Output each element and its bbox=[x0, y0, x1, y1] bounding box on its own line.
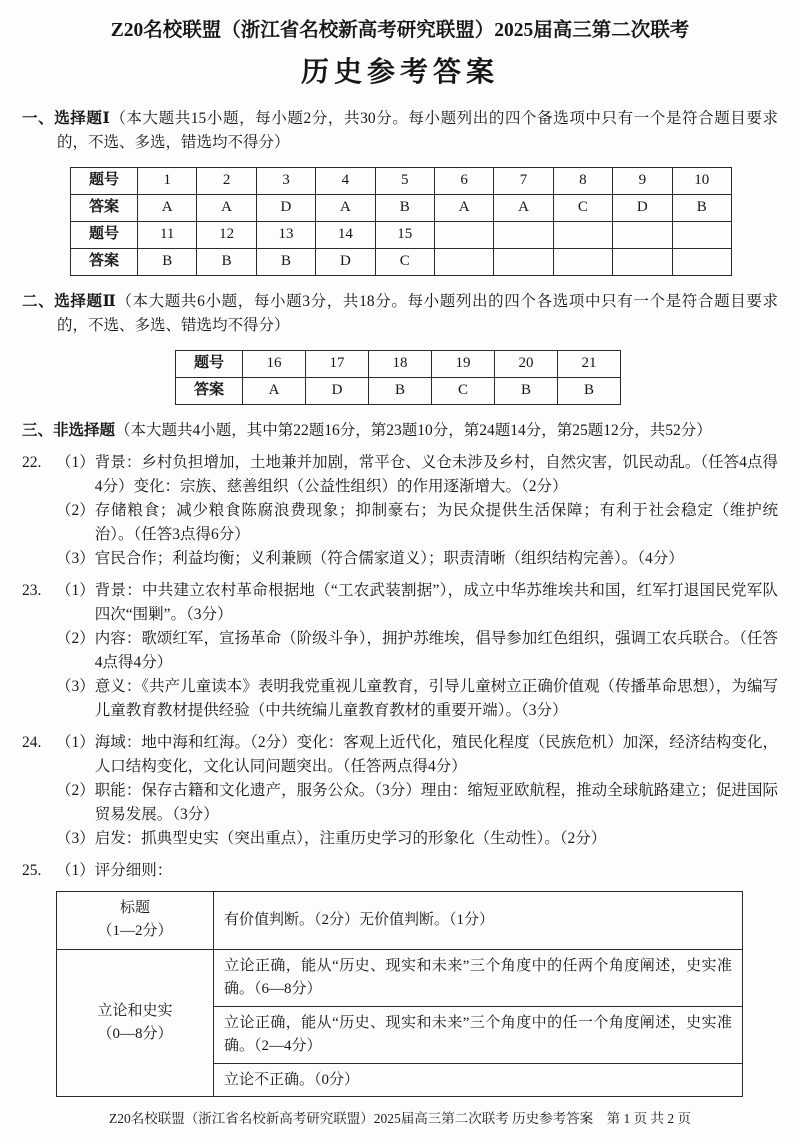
answer-cell: B bbox=[197, 248, 256, 275]
answer-cell: D bbox=[256, 194, 315, 221]
part-marker: （2） bbox=[56, 629, 95, 647]
part-text: 职能：保存古籍和文化遗产，服务公众。（3分）理由：缩短亚欧航程，推动全球航路建立；促进国际贸易发展。（3分） bbox=[94, 782, 778, 824]
qnum-cell bbox=[434, 221, 493, 248]
qnum-cell bbox=[613, 221, 672, 248]
part-marker: （1） bbox=[56, 733, 95, 751]
question-23 bbox=[22, 579, 778, 723]
criterion-score-range: （1—2分） bbox=[97, 923, 173, 940]
part-marker: （3） bbox=[56, 549, 95, 567]
section1-label: 一、选择题Ⅰ bbox=[22, 109, 111, 127]
qnum-cell bbox=[494, 221, 553, 248]
qnum-cell: 5 bbox=[375, 167, 434, 194]
criterion-score-range: （0—8分） bbox=[97, 1025, 173, 1042]
part-marker: （1） bbox=[56, 581, 95, 599]
qnum-cell: 20 bbox=[495, 350, 558, 377]
answer-part bbox=[56, 451, 778, 499]
rubric-description-cell: 有价值判断。（2分）无价值判断。（1分） bbox=[214, 892, 743, 950]
part-marker: （2） bbox=[56, 782, 95, 800]
qnum-cell: 7 bbox=[494, 167, 553, 194]
part-text: 评分细则： bbox=[94, 862, 173, 880]
answer-cell: B bbox=[375, 194, 434, 221]
part-marker: （1） bbox=[56, 862, 95, 880]
scoring-rubric-table bbox=[56, 891, 743, 1097]
answer-cell bbox=[672, 248, 731, 275]
row-label: 题号 bbox=[71, 167, 138, 194]
answer-cell: A bbox=[494, 194, 553, 221]
answer-cell: B bbox=[369, 377, 432, 404]
rubric-description-cell: 立论正确，能从“历史、现实和未来”三个角度中的任一个角度阐述，史实准确。（2—4分） bbox=[214, 1006, 743, 1063]
qnum-cell: 21 bbox=[558, 350, 621, 377]
part-text: 启发：抓典型史实（突出重点），注重历史学习的形象化（生动性）。（2分） bbox=[94, 830, 607, 848]
answer-cell: B bbox=[558, 377, 621, 404]
section3-heading bbox=[22, 419, 778, 443]
qnum-cell: 8 bbox=[553, 167, 612, 194]
part-text: 背景：乡村负担增加，土地兼并加剧，常平仓、义仓未涉及乡村，自然灾害，饥民动乱。（任答4点得4分）变化：宗族、慈善组织（公益性组织）的作用逐渐增大。（2分） bbox=[94, 453, 778, 495]
answer-part bbox=[56, 827, 778, 851]
qnum-cell: 16 bbox=[243, 350, 306, 377]
page-footer: Z20名校联盟（浙江省名校新高考研究联盟）2025届高三第二次联考 历史参考答案 第 1 页 共 2 页 bbox=[109, 1111, 691, 1127]
answer-cell: A bbox=[316, 194, 375, 221]
answer-part bbox=[56, 859, 778, 883]
answer-cell: A bbox=[434, 194, 493, 221]
answer-part bbox=[56, 579, 778, 627]
part-marker: （2） bbox=[56, 501, 95, 519]
answer-part bbox=[56, 627, 778, 675]
question-22 bbox=[22, 451, 778, 571]
answer-cell bbox=[553, 248, 612, 275]
rubric-criterion-cell bbox=[57, 949, 214, 1097]
row-label: 答案 bbox=[71, 194, 138, 221]
section3-desc: （本大题共4小题，其中第22题16分，第23题10分，第24题14分，第25题12分，共52分） bbox=[115, 421, 712, 439]
choice1-answer-table bbox=[70, 167, 732, 276]
criterion-title: 标题 bbox=[119, 900, 150, 917]
table-row bbox=[71, 194, 732, 221]
rubric-criterion-cell bbox=[57, 892, 214, 950]
part-text: 存储粮食；减少粮食陈腐浪费现象；抑制豪右；为民众提供生活保障；有利于社会稳定（维护统治）。（任答3点得6分） bbox=[94, 501, 778, 543]
part-text: 背景：中共建立农村革命根据地（“工农武装割据”），成立中华苏维埃共和国，红军打退国民党军队四次“围剿”。（3分） bbox=[94, 581, 778, 623]
answer-cell: C bbox=[553, 194, 612, 221]
question-number: 23. bbox=[22, 581, 42, 599]
rubric-description-cell: 立论正确，能从“历史、现实和未来”三个角度中的任两个角度阐述，史实准确。（6—8分） bbox=[214, 949, 743, 1006]
qnum-cell bbox=[672, 221, 731, 248]
qnum-cell: 11 bbox=[138, 221, 197, 248]
qnum-cell: 9 bbox=[613, 167, 672, 194]
part-marker: （3） bbox=[56, 677, 95, 695]
answer-part bbox=[56, 731, 778, 779]
row-label: 答案 bbox=[176, 377, 243, 404]
qnum-cell: 6 bbox=[434, 167, 493, 194]
qnum-cell: 17 bbox=[306, 350, 369, 377]
answer-cell: A bbox=[138, 194, 197, 221]
row-label: 题号 bbox=[176, 350, 243, 377]
table-row bbox=[71, 221, 732, 248]
choice2-answer-table bbox=[175, 350, 621, 405]
part-text: 内容：歌颂红军，宣扬革命（阶级斗争），拥护苏维埃，倡导参加红色组织，强调工农兵联合。（任答4点得4分） bbox=[94, 629, 778, 671]
answer-cell: C bbox=[375, 248, 434, 275]
question-number: 24. bbox=[22, 733, 42, 751]
answer-part bbox=[56, 779, 778, 827]
section3-label: 三、非选择题 bbox=[22, 421, 116, 439]
rubric-description-cell: 立论不正确。（0分） bbox=[214, 1063, 743, 1097]
section2-heading bbox=[22, 290, 778, 338]
question-25 bbox=[22, 859, 778, 1097]
qnum-cell: 12 bbox=[197, 221, 256, 248]
section1-heading bbox=[22, 107, 778, 155]
answer-cell: B bbox=[256, 248, 315, 275]
table-row bbox=[71, 167, 732, 194]
answer-cell bbox=[494, 248, 553, 275]
question-24 bbox=[22, 731, 778, 851]
row-label: 答案 bbox=[71, 248, 138, 275]
answer-cell: D bbox=[316, 248, 375, 275]
answer-cell: B bbox=[138, 248, 197, 275]
answer-part bbox=[56, 499, 778, 547]
qnum-cell: 13 bbox=[256, 221, 315, 248]
qnum-cell: 19 bbox=[432, 350, 495, 377]
answer-cell bbox=[434, 248, 493, 275]
answer-cell: B bbox=[672, 194, 731, 221]
table-row bbox=[176, 350, 621, 377]
table-row bbox=[71, 248, 732, 275]
answer-cell: A bbox=[197, 194, 256, 221]
qnum-cell: 14 bbox=[316, 221, 375, 248]
qnum-cell: 18 bbox=[369, 350, 432, 377]
part-marker: （1） bbox=[56, 453, 95, 471]
section1-desc: （本大题共15小题，每小题2分，共30分。每小题列出的四个备选项中只有一个是符合题目要求的，不选、多选，错选均不得分） bbox=[57, 109, 778, 151]
table-row bbox=[176, 377, 621, 404]
section2-desc: （本大题共6小题，每小题3分，共18分。每小题列出的四个各选项中只有一个是符合题目要求的，不选、多选、错选均不得分） bbox=[57, 292, 778, 334]
part-text: 海域：地中海和红海。（2分）变化：客观上近代化，殖民化程度（民族危机）加深，经济结构变化，人口结构变化，文化认同问题突出。（任答两点得4分） bbox=[94, 733, 778, 775]
criterion-title: 立论和史实 bbox=[97, 1002, 173, 1019]
qnum-cell: 10 bbox=[672, 167, 731, 194]
question-number: 25. bbox=[22, 862, 42, 880]
table-row bbox=[57, 949, 743, 1006]
answer-cell: B bbox=[495, 377, 558, 404]
answer-part bbox=[56, 547, 778, 571]
page-title: Z20名校联盟（浙江省名校新高考研究联盟）2025届高三第二次联考 bbox=[110, 20, 690, 41]
qnum-cell: 1 bbox=[138, 167, 197, 194]
answer-cell: C bbox=[432, 377, 495, 404]
table-row bbox=[57, 892, 743, 950]
qnum-cell: 3 bbox=[256, 167, 315, 194]
qnum-cell: 2 bbox=[197, 167, 256, 194]
answer-cell: A bbox=[243, 377, 306, 404]
section2-label: 二、选择题Ⅱ bbox=[22, 292, 117, 310]
answer-cell: D bbox=[613, 194, 672, 221]
part-text: 官民合作；利益均衡；义利兼顾（符合儒家道义）；职责清晰（组织结构完善）。（4分） bbox=[94, 549, 684, 567]
answer-cell bbox=[613, 248, 672, 275]
question-number: 22. bbox=[22, 453, 42, 471]
qnum-cell: 4 bbox=[316, 167, 375, 194]
qnum-cell bbox=[553, 221, 612, 248]
answer-part bbox=[56, 675, 778, 723]
part-marker: （3） bbox=[56, 830, 95, 848]
part-text: 意义：《共产儿童读本》表明我党重视儿童教育，引导儿童树立正确价值观（传播革命思想），为编写儿童教育教材提供经验（中共统编儿童教育教材的重要开端）。（3分） bbox=[94, 677, 778, 719]
page-subtitle: 历史参考答案 bbox=[300, 57, 499, 89]
answer-cell: D bbox=[306, 377, 369, 404]
qnum-cell: 15 bbox=[375, 221, 434, 248]
row-label: 题号 bbox=[71, 221, 138, 248]
